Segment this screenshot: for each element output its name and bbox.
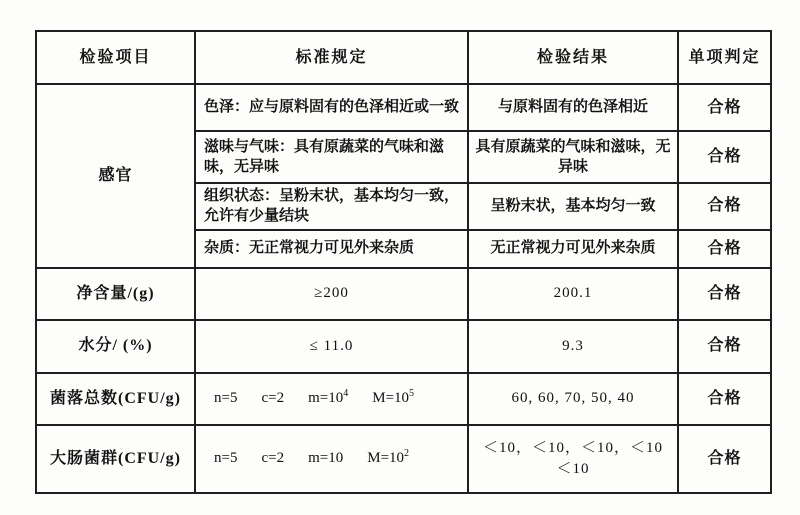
item-total-colony: 菌落总数(CFU/g)	[36, 373, 195, 425]
table-row-sensory-color	[36, 84, 771, 131]
judgment-coliform: 合格	[678, 425, 771, 493]
header-result: 检验结果	[468, 31, 678, 84]
item-coliform: 大肠菌群(CFU/g)	[36, 425, 195, 493]
param-m: m=10	[308, 450, 344, 467]
header-standard: 标准规定	[195, 31, 468, 84]
param-m-exponent: 4	[343, 388, 349, 400]
judgment-taste: 合格	[678, 131, 771, 183]
judgment-net-content: 合格	[678, 268, 771, 320]
standard-impurity: 杂质：无正常视力可见外来杂质	[195, 230, 468, 268]
param-c: c=2	[261, 390, 285, 407]
standard-color: 色泽：应与原料固有的色泽相近或一致	[195, 84, 468, 131]
result-impurity: 无正常视力可见外来杂质	[468, 230, 678, 268]
table-row-moisture	[36, 320, 771, 373]
param-m: $m=10^4$	[308, 388, 349, 407]
result-coliform	[468, 425, 678, 493]
table-row-net-content	[36, 268, 771, 320]
param-M-exponent: 5	[409, 388, 415, 400]
judgment-color: 合格	[678, 84, 771, 131]
result-total-colony: 60, 60, 70, 50, 40	[468, 373, 678, 425]
inspection-table	[35, 30, 772, 494]
standard-total-colony	[195, 373, 468, 425]
param-M-exponent: 2	[404, 448, 410, 460]
param-n: n=5	[214, 390, 238, 407]
param-M: $M=10^2$	[367, 448, 410, 467]
result-color: 与原料固有的色泽相近	[468, 84, 678, 131]
standard-texture: 组织状态：呈粉末状，基本均匀一致，允许有少量结块	[195, 183, 468, 230]
result-texture: 呈粉末状，基本均匀一致	[468, 183, 678, 230]
table-row-coliform	[36, 425, 771, 493]
standard-net-content: ≥200	[195, 268, 468, 320]
header-judgment: 单项判定	[678, 31, 771, 84]
table-row-total-colony	[36, 373, 771, 425]
standard-taste: 滋味与气味：具有原蔬菜的气味和滋味，无异味	[195, 131, 468, 183]
item-net-content: 净含量/(g)	[36, 268, 195, 320]
param-M: $M=10^5$	[372, 388, 415, 407]
judgment-impurity: 合格	[678, 230, 771, 268]
judgment-texture: 合格	[678, 183, 771, 230]
standard-moisture: ≤ 11.0	[195, 320, 468, 373]
judgment-total-colony: 合格	[678, 373, 771, 425]
result-coliform-line2: ＜10	[556, 460, 590, 477]
result-taste: 具有原蔬菜的气味和滋味，无异味	[468, 131, 678, 183]
item-sensory: 感官	[36, 84, 195, 268]
standard-coliform	[195, 425, 468, 493]
header-inspection-item: 检验项目	[36, 31, 195, 84]
param-c: c=2	[261, 450, 285, 467]
header-row	[36, 31, 771, 84]
result-net-content: 200.1	[468, 268, 678, 320]
result-coliform-line1: ＜10，＜10，＜10，＜10	[482, 440, 663, 457]
item-moisture: 水分/ (%)	[36, 320, 195, 373]
result-moisture: 9.3	[468, 320, 678, 373]
param-n: n=5	[214, 450, 238, 467]
judgment-moisture: 合格	[678, 320, 771, 373]
